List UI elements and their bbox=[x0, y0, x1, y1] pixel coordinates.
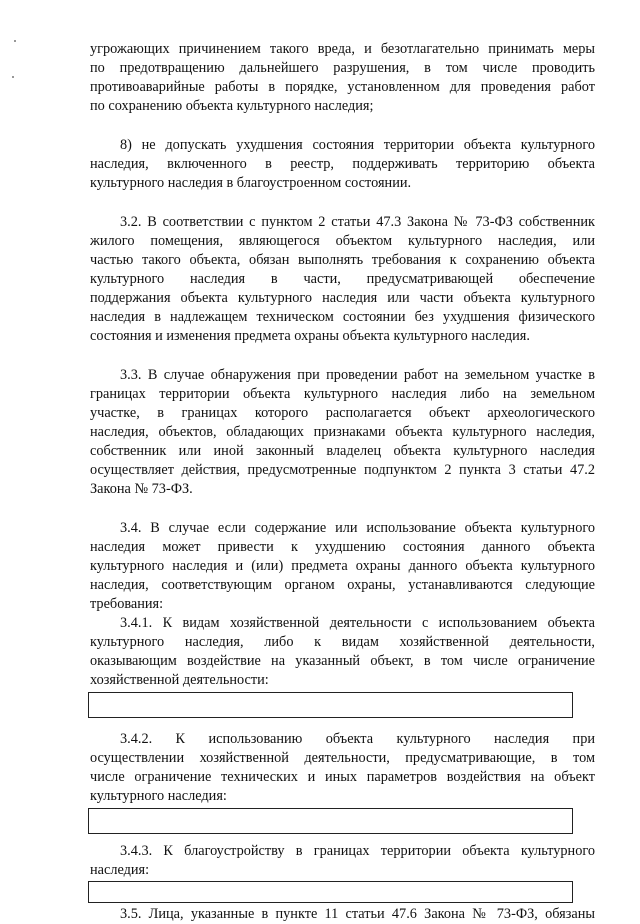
text-line: числе ограничение технических и иных параметров воздействия на объект bbox=[90, 769, 595, 785]
text-line: собственник или иной законный владелец объекта культурного наследия bbox=[90, 443, 595, 459]
scan-speck bbox=[14, 40, 16, 42]
text-line: культурного наследия, либо к видам хозяйственной деятельности, bbox=[90, 634, 595, 650]
fill-in-field-3-4-1[interactable] bbox=[88, 692, 573, 718]
text-line: по предотвращению дальнейшего разрушения, в том числе проводить bbox=[90, 60, 595, 76]
text-line: противоаварийные работы в порядке, установленном для проведения работ bbox=[90, 79, 595, 95]
text-line: оказывающим воздействие на указанный объект, в том числе ограничение bbox=[90, 653, 595, 669]
text-line: 8) не допускать ухудшения состояния территории объекта культурного bbox=[120, 137, 595, 153]
text-line: наследия, соответствующим органом охраны, устанавливаются следующие bbox=[90, 577, 595, 593]
text-line: осуществляет действия, предусмотренные подпунктом 2 пункта 3 статьи 47.2 bbox=[90, 462, 595, 478]
text-line: хозяйственной деятельности: bbox=[90, 672, 269, 688]
text-line: наследия: bbox=[90, 862, 150, 878]
text-line: культурного наследия: bbox=[90, 788, 227, 804]
text-line: 3.3. В случае обнаружения при проведении работ на земельном участке в bbox=[120, 367, 595, 383]
text-line: наследия может привести к ухудшению состояния данного объекта bbox=[90, 539, 595, 555]
text-line: наследия, объектов, обладающих признаками объекта культурного наследия, bbox=[90, 424, 595, 440]
scan-speck bbox=[12, 76, 14, 78]
fill-in-field-3-4-3[interactable] bbox=[88, 881, 573, 903]
text-line: поддержания объекта культурного наследия или части объекта культурного bbox=[90, 290, 595, 306]
text-line: культурного наследия в благоустроенном состоянии. bbox=[90, 175, 412, 191]
text-line: по сохранению объекта культурного наследия; bbox=[90, 98, 374, 114]
text-line: частью такого объекта, обязан выполнять требования к сохранению объекта bbox=[90, 252, 595, 268]
text-line: состояния и изменения предмета охраны объекта культурного наследия. bbox=[90, 328, 530, 344]
text-line: 3.4.3. К благоустройству в границах территории объекта культурного bbox=[120, 843, 595, 859]
text-line: наследия в надлежащем техническом состоянии без ухудшения физического bbox=[90, 309, 595, 325]
text-line: культурного наследия и (или) предмета охраны данного объекта культурного bbox=[90, 558, 595, 574]
text-line: угрожающих причинением такого вреда, и безотлагательно принимать меры bbox=[90, 41, 595, 57]
text-line: 3.5. Лица, указанные в пункте 11 статьи 47.6 Закона № 73-ФЗ, обязаны bbox=[120, 906, 595, 922]
text-line: 3.4. В случае если содержание или использование объекта культурного bbox=[120, 520, 595, 536]
text-line: участке, в границах которого располагается объект археологического bbox=[90, 405, 595, 421]
fill-in-field-3-4-2[interactable] bbox=[88, 808, 573, 834]
text-line: требования: bbox=[90, 596, 164, 612]
text-line: наследия, включенного в реестр, поддерживать территорию объекта bbox=[90, 156, 595, 172]
text-line: 3.2. В соответствии с пунктом 2 статьи 47.3 Закона № 73-ФЗ собственник bbox=[120, 214, 595, 230]
text-line: 3.4.2. К использованию объекта культурного наследия при bbox=[120, 731, 595, 747]
text-line: культурного наследия в части, предусматривающей обеспечение bbox=[90, 271, 595, 287]
text-line: границах территории объекта культурного наследия либо на земельном bbox=[90, 386, 595, 402]
text-line: жилого помещения, являющегося объектом культурного наследия, или bbox=[90, 233, 595, 249]
text-line: Закона № 73-ФЗ. bbox=[90, 481, 193, 497]
text-line: 3.4.1. К видам хозяйственной деятельности с использованием объекта bbox=[120, 615, 595, 631]
text-line: осуществлении хозяйственной деятельности, предусматривающие, в том bbox=[90, 750, 595, 766]
